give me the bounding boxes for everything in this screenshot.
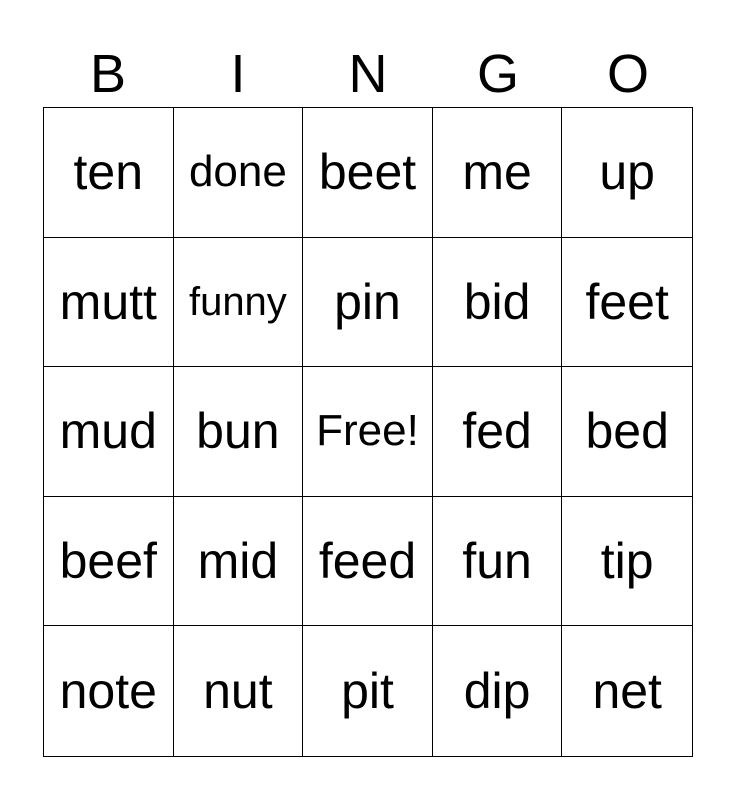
bingo-cell-r2-c4[interactable]: bid	[433, 238, 563, 368]
bingo-cell-r1-c4[interactable]: me	[433, 108, 563, 238]
bingo-cell-r5-c1[interactable]: note	[44, 626, 174, 756]
bingo-cell-r3-c5[interactable]: bed	[562, 367, 692, 497]
bingo-cell-r4-c5[interactable]: tip	[562, 497, 692, 627]
header-letter-n: N	[348, 44, 388, 104]
header-letter-o: O	[606, 44, 649, 104]
bingo-cell-r4-c2[interactable]: mid	[174, 497, 304, 627]
bingo-cell-r3-c4[interactable]: fed	[433, 367, 563, 497]
bingo-card-grid	[43, 107, 693, 757]
bingo-cell-free[interactable]: Free!	[303, 367, 433, 497]
bingo-cell-r4-c1[interactable]: beef	[44, 497, 174, 627]
bingo-cell-r5-c5[interactable]: net	[592, 663, 662, 720]
header-letter-g: G	[476, 44, 519, 104]
bingo-cell-r5-c4[interactable]: dip	[433, 626, 563, 756]
bingo-cell-r4-c4[interactable]: fun	[433, 497, 563, 627]
bingo-cell-r5-c3[interactable]: pit	[303, 626, 433, 756]
header-letter-b: B	[89, 44, 127, 104]
bingo-cell-r2-c2[interactable]: funny	[174, 238, 304, 368]
bingo-cell-r1-c5[interactable]: up	[562, 108, 692, 238]
bingo-cell-r4-c3[interactable]: feed	[303, 497, 433, 627]
bingo-cell-r1-c1[interactable]: ten	[44, 108, 174, 238]
bingo-cell-r3-c1[interactable]: mud	[44, 367, 174, 497]
bingo-cell-r1-c3[interactable]: beet	[303, 108, 433, 238]
bingo-cell-r2-c5[interactable]: feet	[562, 238, 692, 368]
bingo-cell-r1-c2[interactable]: done	[174, 108, 304, 238]
bingo-cell-r3-c2[interactable]: bun	[174, 367, 304, 497]
bingo-cell-r2-c1[interactable]: mutt	[44, 238, 174, 368]
bingo-cell-r5-c2[interactable]: nut	[174, 626, 304, 756]
bingo-header	[43, 40, 693, 108]
bingo-cell-r2-c3[interactable]: pin	[303, 238, 433, 368]
header-letter-i: I	[230, 44, 246, 104]
